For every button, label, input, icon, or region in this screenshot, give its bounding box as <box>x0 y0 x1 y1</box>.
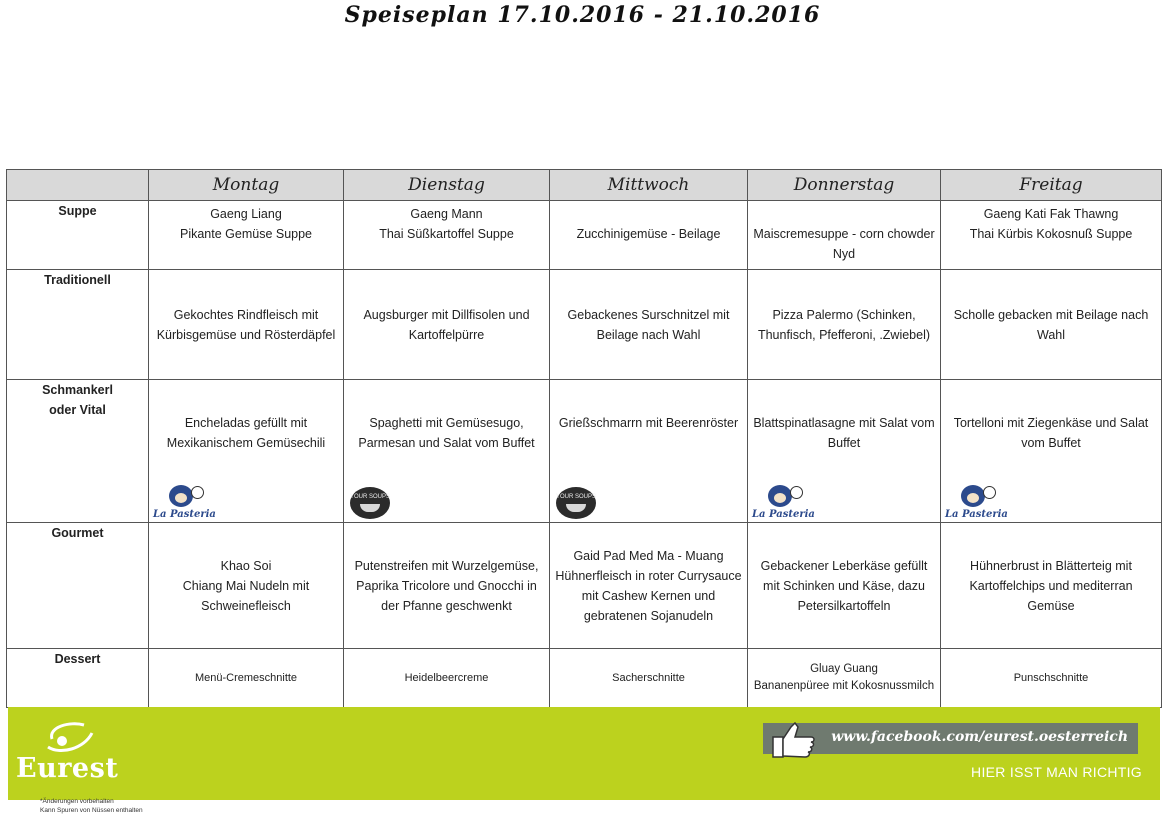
dish-cell-friday <box>941 201 1162 270</box>
dish-line: Thunfisch, Pfefferoni, .Zwiebel) <box>757 327 931 342</box>
dish-line: Gekochtes Rindfleisch mit <box>173 307 319 322</box>
dish-line: Schweinefleisch <box>201 598 291 613</box>
dish-cell-monday <box>149 649 344 708</box>
menu-row-schmankerl <box>7 380 1162 523</box>
eurest-logo: Eurest <box>16 753 119 784</box>
dish-line: Kürbisgemüse und Rösterdäpfel <box>156 327 336 342</box>
la-pasteria-logo <box>153 485 219 521</box>
dish-cell-thursday <box>748 523 941 649</box>
dish-line: Hühnerfleisch in roter Currysauce <box>555 568 742 583</box>
dish-line: Blattspinatlasagne mit Salat vom <box>753 416 935 430</box>
category-label: Dessert <box>7 649 149 708</box>
day-header-monday: Montag <box>149 170 344 201</box>
dish-cell-tuesday <box>344 380 550 523</box>
page-title: Speiseplan 17.10.2016 - 21.10.2016 <box>344 2 821 28</box>
category-label-line: Schmankerl <box>42 383 113 397</box>
dish-line: Thai Süßkartoffel Suppe <box>379 227 514 241</box>
dish-line: Hühnerbrust in Blätterteig mit <box>970 558 1132 573</box>
menu-row-suppe <box>7 201 1162 270</box>
dish-cell-wednesday <box>550 649 748 708</box>
footnote-nuts: Kann Spuren von Nüssen enthalten <box>40 807 143 814</box>
dish-line: Heidelbeercreme <box>404 672 489 684</box>
chef-face-icon <box>961 485 985 507</box>
dish-line: Mexikanischem Gemüsechili <box>166 436 326 450</box>
soup-logo-text: YOUR SOUPS <box>350 494 391 500</box>
bowl-icon <box>360 504 380 512</box>
soup-bowl-logo <box>350 487 390 519</box>
dish-cell-wednesday <box>550 201 748 270</box>
dish-line: Gebackenes Surschnitzel mit <box>567 307 730 322</box>
dish-line: Gebackener Leberkäse gefüllt <box>760 558 928 573</box>
facebook-link-box[interactable] <box>763 723 1138 754</box>
menu-row-gourmet <box>7 523 1162 649</box>
dish-cell-tuesday <box>344 523 550 649</box>
day-header-wednesday: Mittwoch <box>550 170 748 201</box>
day-header-row <box>7 170 1162 201</box>
dish-line: der Pfanne geschwenkt <box>381 598 512 613</box>
dish-line: Gaeng Liang <box>210 207 282 221</box>
dish-line: Kartoffelchips und mediterran <box>969 578 1133 593</box>
menu-row-dessert <box>7 649 1162 708</box>
chef-face-icon <box>768 485 792 507</box>
dish-cell-thursday <box>748 201 941 270</box>
eurest-banner <box>8 707 1160 800</box>
eurest-logo-mark-icon <box>40 719 100 755</box>
dish-cell-thursday <box>748 649 941 708</box>
dish-line: Buffet <box>827 436 861 450</box>
chef-face-icon <box>169 485 193 507</box>
dish-line <box>751 204 937 224</box>
dish-cell-friday <box>941 380 1162 523</box>
dish-line: Gemüse <box>1027 598 1075 613</box>
dish-line: Bananenpüree mit Kokosnussmilch <box>753 680 935 692</box>
dish-line: Thai Kürbis Kokosnuß Suppe <box>969 227 1133 241</box>
dish-cell-wednesday <box>550 523 748 649</box>
dish-cell-monday <box>149 380 344 523</box>
dish-line: Khao Soi <box>220 558 272 573</box>
menu-table <box>6 169 1162 708</box>
category-label: Suppe <box>7 201 149 270</box>
dish-line: Pikante Gemüse Suppe <box>179 227 313 241</box>
bowl-icon <box>566 504 586 512</box>
speech-bubble-icon <box>191 486 204 499</box>
la-pasteria-text: La Pasteria <box>945 509 1008 520</box>
dish-line: Maiscremesuppe - corn chowder <box>753 227 935 241</box>
dish-line: vom Buffet <box>1021 436 1081 450</box>
dish-cell-friday <box>941 270 1162 380</box>
la-pasteria-text: La Pasteria <box>752 509 815 520</box>
category-label <box>7 380 149 523</box>
dish-cell-friday <box>941 649 1162 708</box>
la-pasteria-text: La Pasteria <box>153 509 216 520</box>
la-pasteria-logo <box>752 485 818 521</box>
dish-cell-monday <box>149 270 344 380</box>
dish-cell-thursday <box>748 270 941 380</box>
category-label: Traditionell <box>7 270 149 380</box>
la-pasteria-logo <box>945 485 1011 521</box>
footnotes <box>40 797 143 815</box>
dish-cell-monday <box>149 201 344 270</box>
dish-line: Kartoffelpürre <box>408 327 485 342</box>
menu-row-traditionell <box>7 270 1162 380</box>
dish-line: Gaeng Kati Fak Thawng <box>983 207 1119 221</box>
soup-logo-text: YOUR SOUPS <box>556 494 597 500</box>
dish-line: Sacherschnitte <box>612 672 685 684</box>
dish-cell-tuesday <box>344 201 550 270</box>
dish-line <box>553 204 744 224</box>
dish-cell-wednesday <box>550 270 748 380</box>
speech-bubble-icon <box>790 486 803 499</box>
speech-bubble-icon <box>983 486 996 499</box>
day-header-tuesday: Dienstag <box>344 170 550 201</box>
dish-line: Grießschmarrn mit Beerenröster <box>558 416 739 430</box>
dish-line: Nyd <box>832 247 856 261</box>
dish-line: Chiang Mai Nudeln mit <box>182 578 310 593</box>
category-label: Gourmet <box>7 523 149 649</box>
dish-line: Spaghetti mit Gemüsesugo, <box>369 416 524 430</box>
corner-cell <box>7 170 149 201</box>
dish-line: mit Schinken und Käse, dazu <box>763 578 925 593</box>
day-header-friday: Freitag <box>941 170 1162 201</box>
day-header-thursday: Donnerstag <box>748 170 941 201</box>
dish-line: Scholle gebacken mit Beilage nach <box>953 307 1149 322</box>
dish-cell-friday <box>941 523 1162 649</box>
dish-cell-wednesday <box>550 380 748 523</box>
dish-cell-tuesday <box>344 270 550 380</box>
dish-cell-monday <box>149 523 344 649</box>
dish-line: Putenstreifen mit Wurzelgemüse, <box>354 558 539 573</box>
dish-line: Paprika Tricolore und Gnocchi in <box>356 578 537 593</box>
dish-cell-tuesday <box>344 649 550 708</box>
thumbs-up-icon <box>771 719 819 759</box>
dish-line: Gaeng Mann <box>410 207 483 221</box>
dish-line: Encheladas gefüllt mit <box>184 416 308 430</box>
slogan: HIER ISST MAN RICHTIG <box>971 764 1142 780</box>
dish-line: Beilage nach Wahl <box>596 327 701 342</box>
dish-line: Tortelloni mit Ziegenkäse und Salat <box>953 416 1149 430</box>
dish-line: gebratenen Sojanudeln <box>583 608 714 623</box>
facebook-url[interactable]: www.facebook.com/eurest.oesterreich <box>831 729 1128 745</box>
soup-bowl-logo <box>556 487 596 519</box>
footnote-changes: *Änderungen vorbehalten <box>40 798 114 805</box>
dish-line: Gaid Pad Med Ma - Muang <box>573 548 724 563</box>
dish-line: Punschschnitte <box>1013 672 1089 684</box>
dish-line: Petersilkartoffeln <box>797 598 891 613</box>
dish-line: Wahl <box>1036 327 1065 342</box>
dish-line: Gluay Guang <box>810 663 878 675</box>
dish-line: Menü-Cremeschnitte <box>194 672 298 684</box>
dish-line: mit Cashew Kernen und <box>581 588 716 603</box>
dish-line: Zucchinigemüse - Beilage <box>576 227 721 241</box>
dish-line: Pizza Palermo (Schinken, <box>772 307 916 322</box>
dish-line: Augsburger mit Dillfisolen und <box>363 307 530 322</box>
dish-line: Parmesan und Salat vom Buffet <box>358 436 535 450</box>
category-label-line: oder Vital <box>49 403 106 417</box>
dish-cell-thursday <box>748 380 941 523</box>
